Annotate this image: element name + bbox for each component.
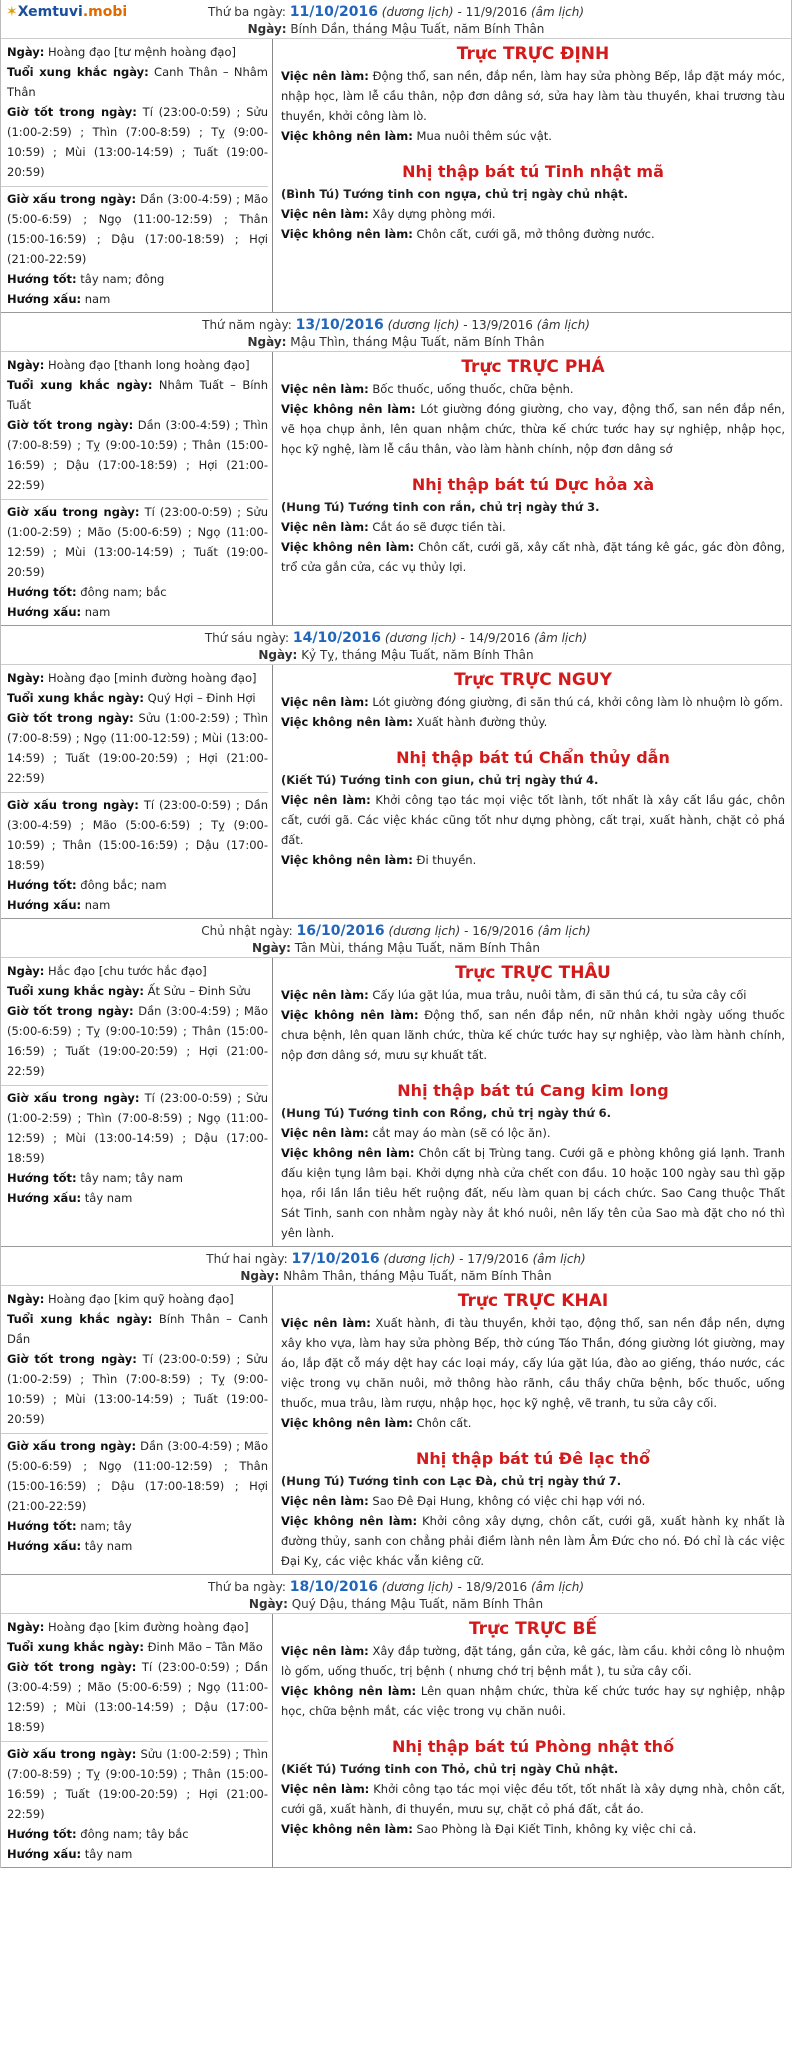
info-item	[7, 415, 268, 495]
day-body	[1, 665, 791, 918]
solar-note: (dương lịch)	[383, 1252, 456, 1266]
truc-item-value: Xây đắp tường, đặt táng, gắn cửa, kê gác, làm cầu. khởi công lò nhuộm lò gốm, uống thuốc, trị bệnh ( nhưng chớ trị bệnh mắt ), tu sửa cây cối.	[281, 1644, 785, 1678]
info-item-key: Tuổi xung khắc ngày:	[7, 1312, 153, 1326]
day-body	[1, 1286, 791, 1574]
info-item	[7, 62, 268, 102]
solar-note: (dương lịch)	[387, 318, 460, 332]
day-entry	[1, 1247, 791, 1575]
can-chi-value: Kỷ Tỵ, tháng Mậu Tuất, năm Bính Thân	[301, 648, 534, 662]
truc-item	[281, 1005, 785, 1065]
sao-title: Nhị thập bát tú Chẩn thủy dẫn	[396, 748, 670, 767]
sao-item-value: Chôn cất, cưới gã, xây cất nhà, đặt táng kê gác, gác đòn đông, trổ cửa gắn cửa, các vụ thủy lợi.	[281, 540, 785, 574]
truc-item	[281, 399, 785, 459]
truc-item-key: Việc nên làm:	[281, 1316, 371, 1330]
can-chi-label: Ngày:	[247, 22, 287, 36]
info-item-value: Sửu (1:00-2:59) ; Thìn (7:00-8:59) ; Tỵ (9:00-10:59) ; Thân (15:00-16:59) ; Tuất (19:00-20:59) ; Hợi (21:00-22:59)	[7, 1747, 268, 1821]
info-item-key: Ngày:	[7, 1292, 45, 1306]
day-header	[1, 626, 791, 665]
sao-item-key: Việc nên làm:	[281, 1126, 369, 1140]
can-chi-label: Ngày:	[251, 941, 291, 955]
sao-item	[281, 1511, 785, 1571]
info-item-value: Nhâm Tuất – Bính Tuất	[7, 378, 269, 412]
solar-date[interactable]: 11/10/2016	[289, 4, 378, 20]
truc-item-key: Việc nên làm:	[281, 988, 369, 1002]
info-item-value: tây nam; tây nam	[80, 1171, 183, 1185]
info-item-value: Hoàng đạo [minh đường hoàng đạo]	[48, 671, 257, 685]
can-chi-value: Mậu Thìn, tháng Mậu Tuất, năm Bính Thân	[290, 335, 545, 349]
info-item-value: Tí (23:00-0:59) ; Sửu (1:00-2:59) ; Thìn (7:00-8:59) ; Tỵ (9:00-10:59) ; Mùi (13:00-14:59) ; Tuất (19:00-20:59)	[7, 105, 268, 179]
info-item-key: Tuổi xung khắc ngày:	[7, 984, 144, 998]
day-entry	[1, 0, 791, 313]
info-item-key: Giờ tốt trong ngày:	[7, 105, 137, 119]
sao-item-key: Việc không nên làm:	[281, 1822, 413, 1836]
solar-note: (dương lịch)	[384, 631, 457, 645]
solar-note: (dương lịch)	[381, 1580, 454, 1594]
info-item-value: Sửu (1:00-2:59) ; Thìn (7:00-8:59) ; Ngọ (11:00-12:59) ; Mùi (13:00-14:59) ; Tuất (19:00-20:59) ; Hợi (21:00-22:59)	[7, 711, 268, 785]
info-item-value: Tí (23:00-0:59) ; Sửu (1:00-2:59) ; Thìn (7:00-8:59) ; Tỵ (9:00-10:59) ; Mùi (13:00-14:59) ; Tuất (19:00-20:59)	[7, 1352, 268, 1426]
truc-item-key: Việc không nên làm:	[281, 129, 413, 143]
info-item-key: Giờ xấu trong ngày:	[7, 505, 140, 519]
truc-item	[281, 1313, 785, 1413]
info-item	[7, 189, 268, 269]
day-detail-column	[273, 39, 791, 312]
weekday-label: Chủ nhật ngày:	[201, 924, 293, 938]
info-item	[7, 981, 268, 1001]
day-body	[1, 39, 791, 312]
info-item-value: Tí (23:00-0:59) ; Sửu (1:00-2:59) ; Mão (5:00-6:59) ; Ngọ (11:00-12:59) ; Mùi (13:00-14:59) ; Tuất (19:00-20:59)	[7, 505, 268, 579]
info-item-key: Hướng tốt:	[7, 272, 77, 286]
info-item	[7, 1657, 268, 1737]
info-item-key: Hướng tốt:	[7, 1519, 77, 1533]
site-logo[interactable]: ✶Xemtuvi.mobi	[6, 4, 128, 20]
sao-item	[281, 537, 785, 577]
info-item-key: Tuổi xung khắc ngày:	[7, 1640, 144, 1654]
sao-item-key: Việc nên làm:	[281, 1782, 370, 1796]
sao-intro: (Kiết Tú) Tướng tinh con giun, chủ trị ngày thứ 4.	[281, 773, 599, 787]
info-item-key: Giờ tốt trong ngày:	[7, 1004, 134, 1018]
lunar-date: - 13/9/2016	[463, 318, 533, 332]
sao-item	[281, 1143, 785, 1243]
info-item-value: Quý Hợi – Đinh Hợi	[147, 691, 256, 705]
info-item	[7, 1436, 268, 1516]
sao-item-key: Việc không nên làm:	[281, 853, 413, 867]
can-chi-line	[1, 939, 791, 955]
sao-item-key: Việc không nên làm:	[281, 1514, 418, 1528]
divider	[1, 499, 268, 500]
lunar-date: - 16/9/2016	[464, 924, 534, 938]
info-item-key: Hướng xấu:	[7, 605, 82, 619]
truc-title: Trực TRỰC PHÁ	[461, 357, 605, 377]
can-chi-label: Ngày:	[248, 1597, 288, 1611]
day-info-column	[1, 1286, 273, 1574]
sao-title: Nhị thập bát tú Dực hỏa xà	[411, 475, 655, 494]
truc-item-value: Cấy lúa gặt lúa, mua trâu, nuôi tằm, đi săn thú cá, tu sửa cây cối	[372, 988, 747, 1002]
info-item-key: Giờ xấu trong ngày:	[7, 1747, 137, 1761]
lunar-note: (âm lịch)	[532, 1252, 586, 1266]
solar-date[interactable]: 13/10/2016	[295, 317, 384, 333]
truc-item	[281, 126, 785, 146]
info-item	[7, 875, 268, 895]
sao-item-value: cắt may áo màn (sẽ có lộc ăn).	[372, 1126, 551, 1140]
sao-item-value: Khởi công tạo tác mọi việc tốt lành, tốt nhất là xây cất lầu gác, chôn cất, cưới gã. Các việc khác cũng tốt như dựng phòng, cất trại, xuất hành, chặt cỏ phá đất.	[281, 793, 785, 847]
info-item-key: Ngày:	[7, 45, 45, 59]
weekday-label: Thứ ba ngày:	[207, 5, 286, 19]
day-detail-column	[273, 665, 791, 918]
info-item-value: Dần (3:00-4:59) ; Mão (5:00-6:59) ; Ngọ (11:00-12:59) ; Thân (15:00-16:59) ; Dậu (17:00-18:59) ; Hợi (21:00-22:59)	[7, 1439, 269, 1513]
can-chi-line	[1, 333, 791, 349]
day-info-column	[1, 958, 273, 1246]
truc-item	[281, 66, 785, 126]
day-entry	[1, 626, 791, 919]
info-item-key: Ngày:	[7, 964, 45, 978]
info-item-key: Giờ xấu trong ngày:	[7, 192, 137, 206]
truc-item	[281, 1413, 785, 1433]
sao-item-value: Sao Đê Đại Hung, không có việc chi hạp với nó.	[372, 1494, 646, 1508]
day-info-column	[1, 39, 273, 312]
info-item-key: Ngày:	[7, 1620, 45, 1634]
solar-date[interactable]: 16/10/2016	[296, 923, 385, 939]
info-item-value: Dần (3:00-4:59) ; Thìn (7:00-8:59) ; Tỵ (9:00-10:59) ; Thân (15:00-16:59) ; Dậu (17:00-18:59) ; Hợi (21:00-22:59)	[7, 418, 268, 492]
weekday-label: Thứ ba ngày:	[207, 1580, 286, 1594]
info-item	[7, 1289, 268, 1309]
can-chi-value: Quý Dậu, tháng Mậu Tuất, năm Bính Thân	[291, 1597, 544, 1611]
info-item	[7, 1536, 268, 1556]
sao-item-value: Cắt áo sẽ được tiền tài.	[372, 520, 506, 534]
truc-item-key: Việc không nên làm:	[281, 402, 416, 416]
info-item-value: nam	[84, 292, 111, 306]
truc-item-value: Bốc thuốc, uống thuốc, chữa bệnh.	[372, 382, 574, 396]
info-item-key: Hướng tốt:	[7, 878, 77, 892]
truc-item-value: Xuất hành đường thủy.	[416, 715, 548, 729]
divider	[1, 1085, 268, 1086]
truc-title: Trực TRỰC KHAI	[457, 1291, 609, 1311]
info-item	[7, 1168, 268, 1188]
truc-item-key: Việc không nên làm:	[281, 1008, 419, 1022]
info-item-value: Canh Thân – Nhâm Thân	[7, 65, 269, 99]
lunar-note: (âm lịch)	[530, 5, 585, 19]
sao-item-key: Việc nên làm:	[281, 1494, 369, 1508]
info-item-value: nam	[84, 605, 111, 619]
lunar-note: (âm lịch)	[537, 924, 591, 938]
info-item	[7, 289, 268, 309]
info-item-value: tây nam	[84, 1539, 133, 1553]
info-item-value: Tí (23:00-0:59) ; Dần (3:00-4:59) ; Mão (5:00-6:59) ; Ngọ (11:00-12:59) ; Mùi (13:00-14:59) ; Dậu (17:00-18:59)	[7, 1660, 269, 1734]
divider	[1, 792, 268, 793]
info-item	[7, 1001, 268, 1081]
info-item	[7, 795, 268, 875]
sao-title: Nhị thập bát tú Đê lạc thổ	[416, 1449, 650, 1468]
sao-item-key: Việc nên làm:	[281, 207, 369, 221]
info-item-key: Giờ xấu trong ngày:	[7, 1091, 140, 1105]
info-item	[7, 1188, 268, 1208]
truc-item-value: Xuất hành, đi tàu thuyền, khởi tạo, động thổ, san nền đắp nền, dựng xây kho vựa, làm hay sửa phòng Bếp, thờ cúng Táo Thần, đóng giường lót giường, may áo, lắp đặt cỗ máy dệt hay các loại máy, cấy lúa gặt lúa, đào ao giếng, tháo nước, các việc trong vụ chăn nuôi, mở thông hào rãnh, cầu thầy chữa bệnh, bốc thuốc, uống thuốc, mua trâu, làm rượu, nhập học, học kỹ nghệ, vẽ tranh, tu sửa cây cối.	[281, 1316, 785, 1410]
info-item-value: đông nam; bắc	[80, 585, 167, 599]
sao-title: Nhị thập bát tú Tinh nhật mã	[402, 162, 664, 181]
lunar-date: - 11/9/2016	[457, 5, 528, 19]
divider	[1, 1433, 268, 1434]
truc-title: Trực TRỰC NGUY	[454, 670, 612, 690]
info-item-key: Hướng xấu:	[7, 1191, 82, 1205]
truc-item-value: Động thổ, san nền đắp nền, nữ nhân khởi ngày uống thuốc chưa bệnh, lên quan lãnh chức, thừa kế chức tước hay sự nghiệp, vào làm hành chính, nộp đơn dâng sớ, mưu sự khuất tất.	[281, 1008, 786, 1062]
lunar-note: (âm lịch)	[536, 318, 590, 332]
info-item-value: Hoàng đạo [kim đường hoàng đạo]	[48, 1620, 249, 1634]
lunar-date: - 18/9/2016	[457, 1580, 528, 1594]
divider	[1, 1741, 268, 1742]
info-item-key: Tuổi xung khắc ngày:	[7, 691, 144, 705]
info-item	[7, 602, 268, 622]
info-item-value: Hoàng đạo [kim quỹ hoàng đạo]	[48, 1292, 234, 1306]
can-chi-line	[1, 646, 791, 662]
info-item	[7, 582, 268, 602]
day-header	[1, 1247, 791, 1286]
info-item-value: tây nam	[84, 1847, 133, 1861]
truc-item-key: Việc nên làm:	[281, 1644, 369, 1658]
info-item-value: Tí (23:00-0:59) ; Sửu (1:00-2:59) ; Thìn (7:00-8:59) ; Ngọ (11:00-12:59) ; Mùi (13:00-14:59) ; Dậu (17:00-18:59)	[7, 1091, 268, 1165]
truc-title: Trực TRỰC BẾ	[468, 1619, 598, 1639]
sao-item	[281, 1779, 785, 1819]
info-item-key: Giờ tốt trong ngày:	[7, 711, 134, 725]
info-item	[7, 1844, 268, 1864]
truc-item-value: Lót giường đóng giường, đi săn thú cá, khởi công làm lò nhuộm lò gốm.	[372, 695, 783, 709]
divider	[1, 186, 268, 187]
solar-date[interactable]: 18/10/2016	[289, 1579, 378, 1595]
info-item	[7, 961, 268, 981]
can-chi-line	[1, 1267, 791, 1283]
info-item-key: Giờ tốt trong ngày:	[7, 1352, 137, 1366]
day-header	[1, 919, 791, 958]
info-item-value: Bính Thân – Canh Dần	[7, 1312, 269, 1346]
can-chi-value: Nhâm Thân, tháng Mậu Tuất, năm Bính Thân	[283, 1269, 552, 1283]
truc-item	[281, 712, 785, 732]
solar-note: (dương lịch)	[388, 924, 461, 938]
truc-item-key: Việc nên làm:	[281, 382, 369, 396]
sao-item	[281, 517, 785, 537]
truc-item-key: Việc không nên làm:	[281, 1684, 417, 1698]
sao-item-value: Chôn cất bị Trùng tang. Cưới gã e phòng không giá lạnh. Tranh đấu kiện tụng lâm bại. Khởi dựng nhà cửa chết con đầu. 10 hoặc 100 ngày sau thì gặp họa, rồi lần lần tiêu hết ruộng đất, nếu làm quan bị cách chức. Sao Cang thuộc Thất Sát Tinh, sanh con nhằm ngày này ắt khó nuôi, nên lấy tên của Sao mà đặt cho nó thì yên lành.	[281, 1146, 785, 1240]
weekday-label: Thứ năm ngày:	[202, 318, 292, 332]
info-item	[7, 668, 268, 688]
truc-item-key: Việc nên làm:	[281, 695, 369, 709]
info-item-value: đông nam; tây bắc	[80, 1827, 189, 1841]
truc-item-value: Mua nuôi thêm súc vật.	[416, 129, 552, 143]
truc-item	[281, 1641, 785, 1681]
info-item-value: Đinh Mão – Tân Mão	[147, 1640, 263, 1654]
day-body	[1, 958, 791, 1246]
truc-title: Trực TRỰC THÂU	[455, 963, 611, 983]
info-item	[7, 895, 268, 915]
sao-item-key: Việc không nên làm:	[281, 540, 415, 554]
info-item-key: Hướng xấu:	[7, 292, 82, 306]
sao-item	[281, 1819, 785, 1839]
truc-item	[281, 985, 785, 1005]
day-entry	[1, 1575, 791, 1868]
sao-item-value: Khởi công tạo tác mọi việc đều tốt, tốt nhất là xây dựng nhà, chôn cất, cưới gã, xuất hành, đi thuyền, mưu sự, chặt cỏ phá đất, cắt áo.	[281, 1782, 786, 1816]
can-chi-label: Ngày:	[247, 335, 287, 349]
day-entry	[1, 919, 791, 1247]
info-item-value: Hoàng đạo [thanh long hoàng đạo]	[48, 358, 250, 372]
info-item-value: Hoàng đạo [tư mệnh hoàng đạo]	[48, 45, 236, 59]
day-detail-column	[273, 1614, 791, 1867]
day-header	[1, 1575, 791, 1614]
info-item-key: Giờ xấu trong ngày:	[7, 1439, 137, 1453]
info-item-value: Tí (23:00-0:59) ; Dần (3:00-4:59) ; Mão (5:00-6:59) ; Tỵ (9:00-10:59) ; Thân (15:00-16:59) ; Dậu (17:00-18:59)	[7, 798, 268, 872]
info-item-value: đông bắc; nam	[80, 878, 167, 892]
info-item-key: Hướng tốt:	[7, 1827, 77, 1841]
info-item	[7, 1309, 268, 1349]
sao-item	[281, 204, 785, 224]
sao-intro: (Hung Tú) Tướng tinh con Rồng, chủ trị ngày thứ 6.	[281, 1106, 612, 1120]
sao-item-key: Việc nên làm:	[281, 793, 371, 807]
info-item	[7, 1617, 268, 1637]
info-item-value: Ất Sửu – Đinh Sửu	[147, 984, 251, 998]
info-item-value: Dần (3:00-4:59) ; Mão (5:00-6:59) ; Tỵ (9:00-10:59) ; Thân (15:00-16:59) ; Tuất (19:00-20:59) ; Hợi (21:00-22:59)	[7, 1004, 269, 1078]
day-info-column	[1, 665, 273, 918]
info-item-key: Hướng xấu:	[7, 1847, 82, 1861]
day-detail-column	[273, 352, 791, 625]
sao-item	[281, 1123, 785, 1143]
info-item-key: Giờ tốt trong ngày:	[7, 1660, 137, 1674]
weekday-label: Thứ hai ngày:	[206, 1252, 288, 1266]
info-item	[7, 1637, 268, 1657]
sao-item	[281, 224, 785, 244]
can-chi-label: Ngày:	[240, 1269, 280, 1283]
lunar-note: (âm lịch)	[530, 1580, 585, 1594]
sao-intro: (Kiết Tú) Tướng tinh con Thỏ, chủ trị ngày Chủ nhật.	[281, 1762, 619, 1776]
sao-item-value: Xây dựng phòng mới.	[372, 207, 496, 221]
sao-item-value: Đi thuyền.	[416, 853, 477, 867]
day-info-column	[1, 352, 273, 625]
day-body	[1, 1614, 791, 1867]
lunar-date: - 14/9/2016	[460, 631, 531, 645]
day-detail-column	[273, 1286, 791, 1574]
day-header	[1, 313, 791, 352]
sao-item	[281, 850, 785, 870]
sao-item-value: Chôn cất, cưới gã, mở thông đường nước.	[416, 227, 655, 241]
info-item-key: Hướng tốt:	[7, 1171, 77, 1185]
sao-item-value: Sao Phòng là Đại Kiết Tinh, không kỵ việc chi cả.	[416, 1822, 697, 1836]
day-body	[1, 352, 791, 625]
sao-item-key: Việc không nên làm:	[281, 1146, 415, 1160]
info-item-value: nam; tây	[80, 1519, 132, 1533]
info-item	[7, 502, 268, 582]
day-detail-column	[273, 958, 791, 1246]
lunar-note: (âm lịch)	[534, 631, 588, 645]
can-chi-value: Tân Mùi, tháng Mậu Tuất, năm Bính Thân	[294, 941, 540, 955]
info-item	[7, 1516, 268, 1536]
truc-title: Trực TRỰC ĐỊNH	[456, 44, 610, 64]
info-item-key: Ngày:	[7, 358, 45, 372]
solar-date[interactable]: 14/10/2016	[292, 630, 382, 646]
weekday-label: Thứ sáu ngày:	[204, 631, 290, 645]
day-entry	[1, 313, 791, 626]
info-item-value: tây nam; đông	[80, 272, 165, 286]
info-item	[7, 375, 268, 415]
truc-item-value: Lên quan nhậm chức, thừa kế chức tước hay sự nghiệp, nhập học, chữa bệnh mắt, các việc trong vụ chăn nuôi.	[281, 1684, 785, 1718]
info-item-key: Tuổi xung khắc ngày:	[7, 65, 149, 79]
info-item	[7, 355, 268, 375]
solar-note: (dương lịch)	[381, 5, 454, 19]
info-item	[7, 1824, 268, 1844]
lunar-date: - 17/9/2016	[459, 1252, 529, 1266]
info-item	[7, 708, 268, 788]
truc-item	[281, 379, 785, 399]
info-item	[7, 1744, 268, 1824]
info-item	[7, 1088, 268, 1168]
day-info-column	[1, 1614, 273, 1867]
info-item	[7, 688, 268, 708]
info-item-value: Hắc đạo [chu tước hắc đạo]	[48, 964, 207, 978]
can-chi-label: Ngày:	[258, 648, 298, 662]
sao-title: Nhị thập bát tú Phòng nhật thố	[391, 1737, 675, 1756]
sao-item-value: Khởi công xây dựng, chôn cất, cưới gã, xuất hành kỵ nhất là đường thủy, sanh con chẳng phải điềm lành nên làm Âm Đức cho nó. Đó chỉ là các việc Đại Kỵ, các việc khác vẫn kiêng cữ.	[281, 1514, 785, 1568]
info-item-key: Giờ tốt trong ngày:	[7, 418, 134, 432]
info-item	[7, 1349, 268, 1429]
info-item-key: Ngày:	[7, 671, 45, 685]
info-item-key: Tuổi xung khắc ngày:	[7, 378, 153, 392]
sao-intro: (Bình Tú) Tướng tinh con ngựa, chủ trị ngày chủ nhật.	[281, 187, 629, 201]
sao-item-key: Việc nên làm:	[281, 520, 369, 534]
truc-item	[281, 1681, 785, 1721]
info-item-value: tây nam	[84, 1191, 133, 1205]
info-item	[7, 42, 268, 62]
info-item-key: Hướng xấu:	[7, 898, 82, 912]
info-item	[7, 102, 268, 182]
sao-intro: (Hung Tú) Tướng tinh con rắn, chủ trị ngày thứ 3.	[281, 500, 600, 514]
truc-item-value: Lót giường đóng giường, cho vay, động thổ, san nền đắp nền, vẽ họa chụp ảnh, lên quan nhậm chức, thừa kế chức tước hay sự nghiệp, nhập học, học kỹ nghệ, làm lễ cầu thân, vào làm hành chính, nộp đơn dâng sớ	[281, 402, 785, 456]
sao-item	[281, 790, 785, 850]
sao-title: Nhị thập bát tú Cang kim long	[397, 1081, 669, 1100]
sao-item	[281, 1491, 785, 1511]
sao-item-key: Việc không nên làm:	[281, 227, 413, 241]
info-item-key: Hướng xấu:	[7, 1539, 82, 1553]
info-item-key: Giờ xấu trong ngày:	[7, 798, 139, 812]
truc-item-key: Việc không nên làm:	[281, 1416, 413, 1430]
can-chi-line	[1, 1595, 791, 1611]
truc-item-value: Động thổ, san nền, đắp nền, làm hay sửa phòng Bếp, lắp đặt máy móc, nhập học, làm lễ cầu thân, nộp đơn dâng sớ, sửa hay làm tàu thuyền, khai trương tàu thuyền, khởi công làm lò.	[281, 69, 786, 123]
truc-item-value: Chôn cất.	[416, 1416, 472, 1430]
can-chi-line	[1, 20, 791, 36]
info-item-key: Hướng tốt:	[7, 585, 77, 599]
star-icon: ✶	[6, 4, 18, 20]
can-chi-value: Bính Dần, tháng Mậu Tuất, năm Bính Thân	[290, 22, 545, 36]
sao-intro: (Hung Tú) Tướng tinh con Lạc Đà, chủ trị ngày thứ 7.	[281, 1474, 622, 1488]
truc-item-key: Việc nên làm:	[281, 69, 369, 83]
info-item	[7, 269, 268, 289]
info-item-value: Dần (3:00-4:59) ; Mão (5:00-6:59) ; Ngọ (11:00-12:59) ; Thân (15:00-16:59) ; Dậu (17:00-18:59) ; Hợi (21:00-22:59)	[7, 192, 269, 266]
truc-item-key: Việc không nên làm:	[281, 715, 413, 729]
truc-item	[281, 692, 785, 712]
info-item-value: nam	[84, 898, 111, 912]
solar-date[interactable]: 17/10/2016	[291, 1251, 380, 1267]
